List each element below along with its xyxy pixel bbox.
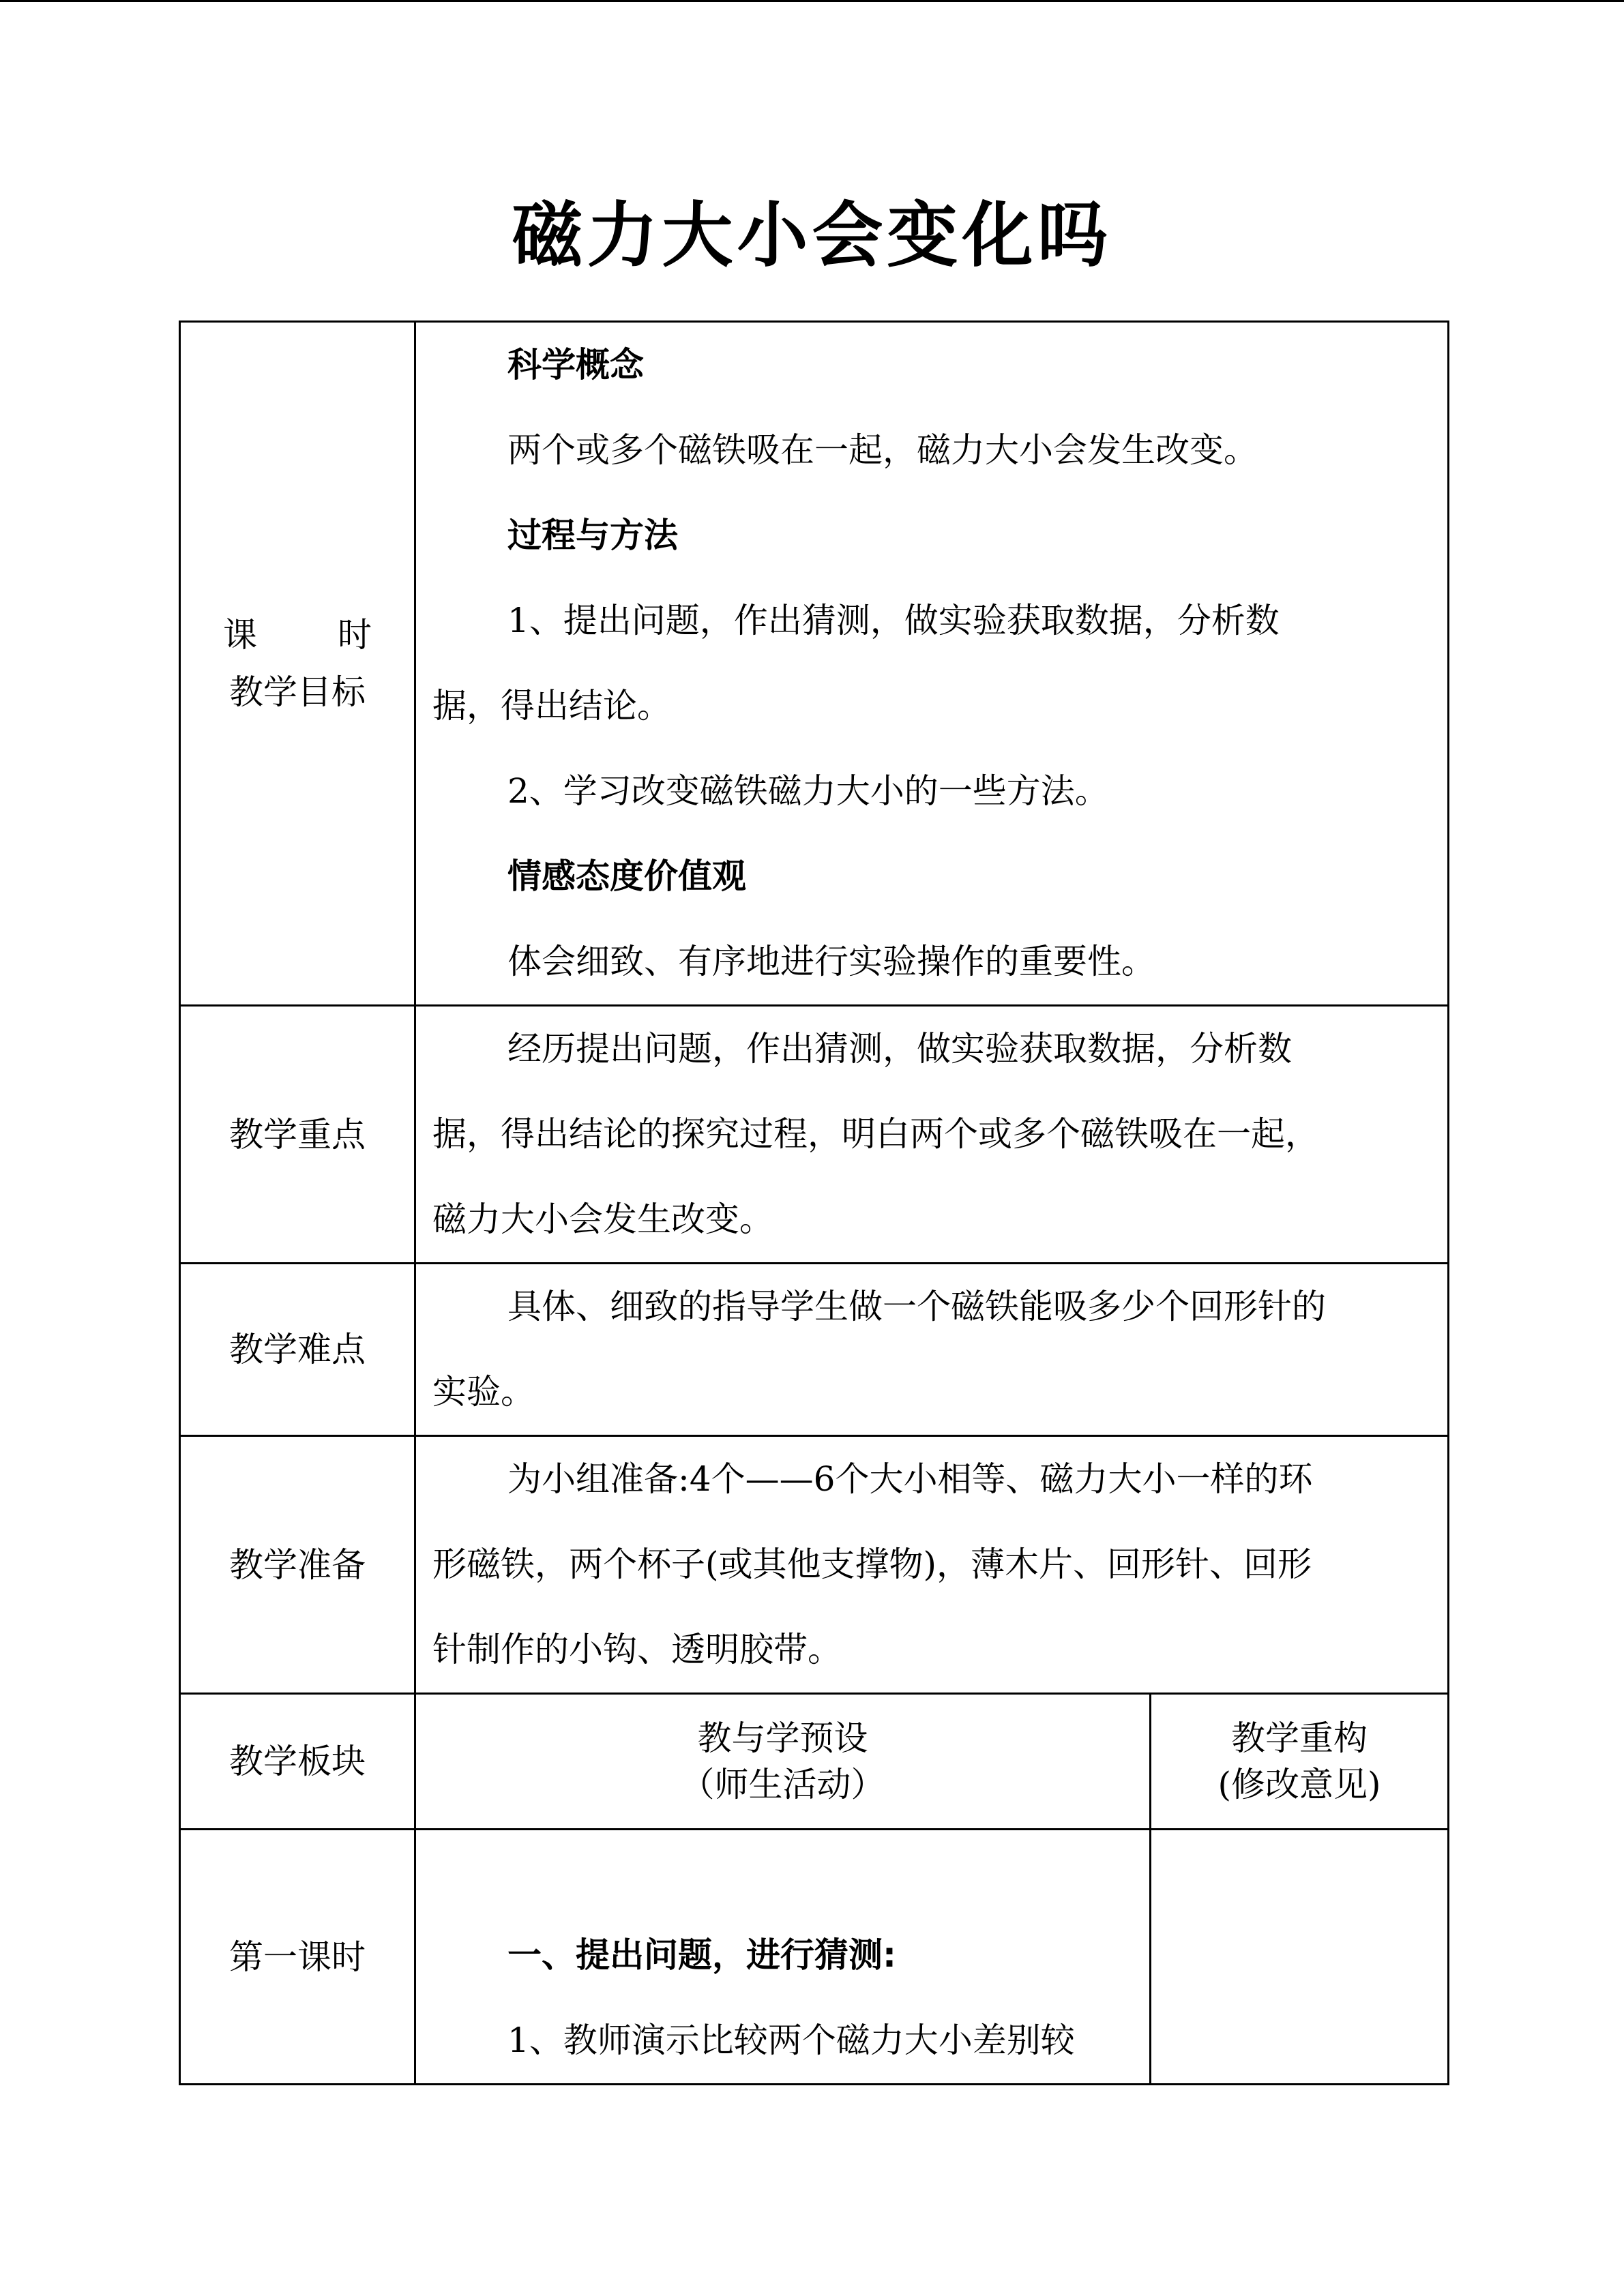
objectives-label-line1 — [223, 606, 372, 664]
objectives-label-cell — [180, 322, 415, 1006]
process-heading: 过程与方法 — [507, 516, 678, 555]
header-col3-line2: (修改意见) — [1217, 1765, 1381, 1804]
lesson-plan-table — [179, 320, 1449, 2085]
process-item2: 2、学习改变磁铁磁力大小的一些方法。 — [507, 771, 1109, 811]
difficulties-line1: 具体、细致的指导学生做一个磁铁能吸多少个回形针的 — [507, 1287, 1326, 1326]
difficulties-label: 教学难点 — [180, 1264, 415, 1436]
key-points-line3: 磁力大小会发生改变。 — [432, 1199, 773, 1239]
concept-text: 两个或多个磁铁吸在一起，磁力大小会发生改变。 — [507, 430, 1258, 470]
difficulties-row — [180, 1264, 1449, 1436]
difficulties-content-cell — [415, 1264, 1449, 1436]
objectives-label-char-a: 课 — [223, 615, 257, 655]
objectives-row — [180, 322, 1449, 1006]
top-border-rule — [0, 0, 1624, 2]
attitude-heading: 情感态度价值观 — [507, 856, 746, 896]
section-header-row — [180, 1694, 1449, 1830]
first-lesson-content-cell — [415, 1830, 1151, 2085]
first-lesson-label: 第一课时 — [180, 1830, 415, 2085]
concept-heading: 科学概念 — [507, 345, 644, 385]
first-lesson-revision-cell — [1151, 1830, 1449, 2085]
difficulties-line2: 实验。 — [432, 1372, 535, 1412]
process-item1-line1: 1、提出问题，作出猜测，做实验获取数据，分析数 — [507, 601, 1280, 640]
key-points-label: 教学重点 — [180, 1006, 415, 1264]
objectives-label-char-b: 时 — [338, 615, 372, 655]
process-item1-line2: 据，得出结论。 — [432, 686, 671, 726]
preparation-row — [180, 1436, 1449, 1694]
first-lesson-heading: 一、提出问题，进行猜测: — [507, 1935, 896, 1975]
objectives-content-cell — [415, 322, 1449, 1006]
header-col1: 教学板块 — [180, 1694, 415, 1830]
first-lesson-item1: 1、教师演示比较两个磁力大小差别较 — [507, 2021, 1075, 2060]
key-points-row — [180, 1006, 1449, 1264]
preparation-line3: 针制作的小钩、透明胶带。 — [432, 1630, 842, 1669]
key-points-line1: 经历提出问题，作出猜测，做实验获取数据，分析数 — [507, 1029, 1292, 1069]
key-points-line2: 据，得出结论的探究过程，明白两个或多个磁铁吸在一起， — [432, 1114, 1319, 1154]
key-points-content-cell — [415, 1006, 1449, 1264]
objectives-label-line2: 教学目标 — [229, 672, 366, 712]
preparation-label: 教学准备 — [180, 1436, 415, 1694]
page-title: 磁力大小会变化吗 — [512, 194, 1112, 277]
attitude-text: 体会细致、有序地进行实验操作的重要性。 — [507, 942, 1155, 981]
header-col2 — [415, 1694, 1151, 1830]
header-col3-line1: 教学重构 — [1231, 1718, 1368, 1758]
header-col3 — [1151, 1694, 1449, 1830]
header-col2-line1: 教与学预设 — [697, 1718, 868, 1758]
preparation-line1: 为小组准备:4个——6个大小相等、磁力大小一样的环 — [507, 1459, 1313, 1499]
first-lesson-row — [180, 1830, 1449, 2085]
preparation-line2: 形磁铁，两个杯子(或其他支撑物)，薄木片、回形针、回形 — [432, 1545, 1312, 1584]
header-col2-line2: （师生活动） — [680, 1765, 885, 1804]
preparation-content-cell — [415, 1436, 1449, 1694]
